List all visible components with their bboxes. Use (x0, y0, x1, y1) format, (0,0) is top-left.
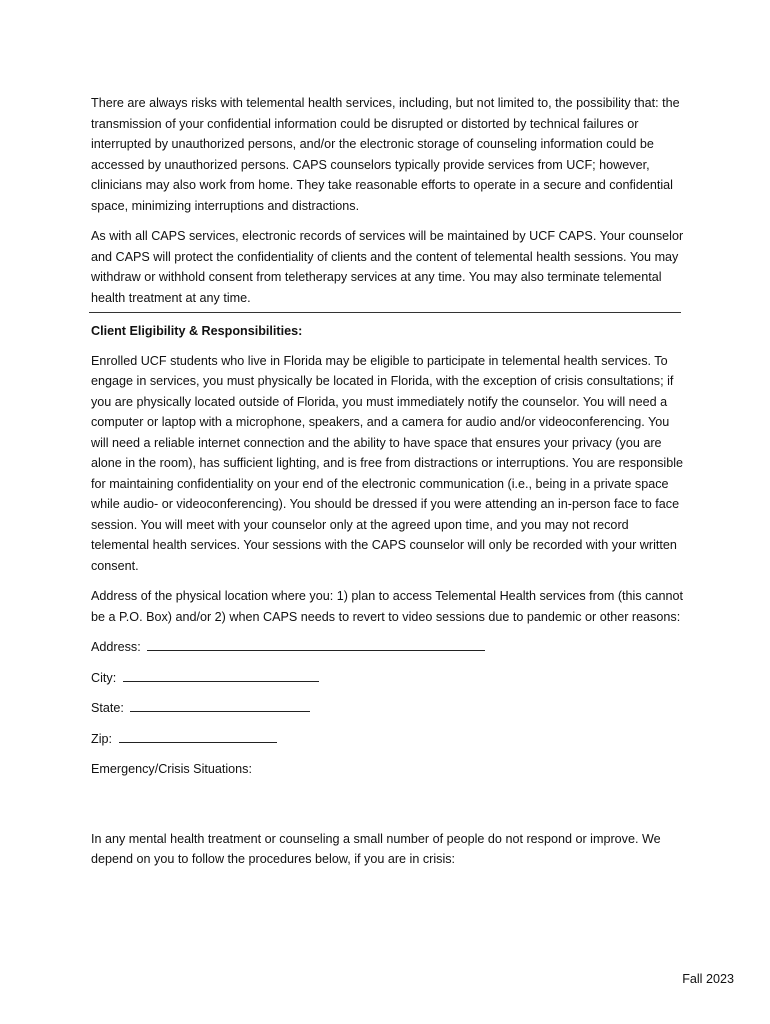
city-field-row (91, 668, 685, 689)
address-input-line[interactable] (147, 638, 485, 651)
city-label: City: (91, 670, 117, 685)
blank-gap (91, 790, 685, 829)
city-input-line[interactable] (123, 669, 319, 682)
document-body (91, 93, 685, 880)
address-label: Address: (91, 640, 141, 654)
state-label: State: (91, 701, 124, 715)
zip-label: Zip: (91, 731, 112, 746)
zip-field-row (91, 729, 685, 750)
address-field-row (91, 637, 685, 658)
section-divider (89, 312, 681, 313)
state-input-line[interactable] (130, 699, 310, 712)
records-paragraph: As with all CAPS services, electronic records of services will be maintained by UCF CAPS. Your counselor and CAPS will protect the confidentiality of clients and the content of telemental health sessions. You may withdraw or withhold consent from teletherapy services at any time. You may also terminate telemental health treatment at any time. (91, 229, 684, 305)
emergency-heading: Emergency/Crisis Situations: (91, 762, 252, 776)
zip-input-line[interactable] (119, 730, 277, 743)
address-prompt-paragraph: Address of the physical location where you: 1) plan to access Telemental Health services from (this cannot be a P.O. Box) and/or 2) when CAPS needs to revert to video sessions due to pandemic or other reasons: (91, 589, 683, 624)
footer-term-label: Fall 2023 (682, 972, 734, 986)
emergency-paragraph: In any mental health treatment or counseling a small number of people do not respond or improve. We depend on you to follow the procedures below, if you are in crisis: (91, 831, 661, 866)
eligibility-paragraph: Enrolled UCF students who live in Florida may be eligible to participate in telemental health services. To engage in services, you must physically be located in Florida, with the exception of crisis consultations; if you are physically located outside of Florida, you must immediately notify the counselor. You will need a computer or laptop with a microphone, speakers, and a camera for audio and/or videoconferencing. You will need a reliable internet connection and the ability to have space that ensures your privacy (you are alone in the room), has sufficient lighting, and is free from distractions or interruptions. You are responsible for maintaining confidentiality on your end of the electronic communication (i.e., being in a private space while audio- or videoconferencing). You should be dressed if you were attending an in-person face to face session. You will meet with your counselor only at the agreed upon time, and you may not record telemental health services. Your sessions with the CAPS counselor will only be recorded with your written consent. (91, 353, 683, 573)
state-field-row (91, 698, 685, 719)
risks-paragraph: There are always risks with telemental health services, including, but not limited to, the possibility that: the transmission of your confidential information could be disrupted or distorted by technical failures or interrupted by unauthorized persons, and/or the electronic storage of counseling information could be accessed by unauthorized persons. CAPS counselors typically provide services from UCF; however, clinicians may also work from home. They take reasonable efforts to operate in a secure and confidential space, minimizing interruptions and distractions. (91, 96, 680, 213)
eligibility-heading: Client Eligibility & Responsibilities: (91, 324, 303, 338)
